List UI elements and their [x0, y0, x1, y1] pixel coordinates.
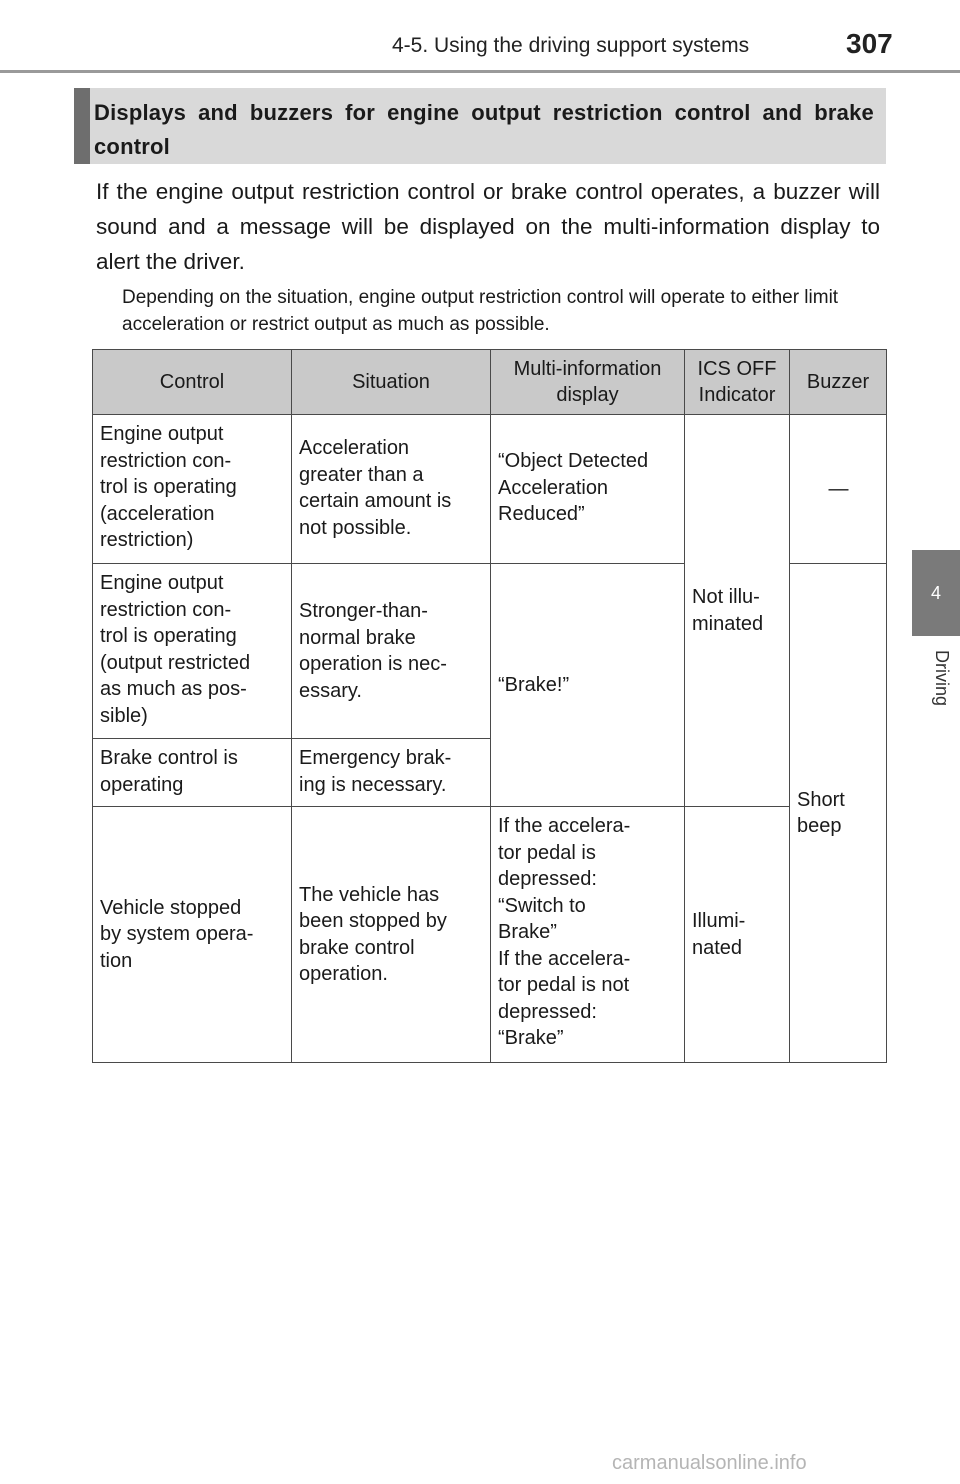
table-row — [93, 807, 887, 1063]
intro-paragraph: If the engine output restriction control or brake control operates, a buzzer will sound and a message will be displayed on the multi-information display to alert the driver. — [96, 179, 880, 274]
cell-control: Brake control is operating — [93, 739, 292, 807]
note-paragraph: Depending on the situation, engine output restriction control will operate to either limit acceleration or restrict output as much as possible. — [122, 287, 839, 335]
page-number: 307 — [846, 28, 893, 59]
cell-situation: Emergency brak- ing is necessary. — [292, 739, 491, 807]
header-situation: Situation — [292, 350, 491, 415]
cell-indicator: Not illu- minated — [685, 415, 790, 807]
header-divider — [0, 70, 960, 73]
cell-indicator: Illumi- nated — [685, 807, 790, 1063]
header-control: Control — [93, 350, 292, 415]
cell-situation: Stronger-than- normal brake operation is nec- essary. — [292, 564, 491, 739]
chapter-label: Driving — [932, 650, 952, 707]
header-buzzer: Buzzer — [790, 350, 887, 415]
header-display: Multi-information display — [491, 350, 685, 415]
watermark: carmanualsonline.info — [612, 1452, 807, 1474]
cell-buzzer: Short beep — [790, 564, 887, 1063]
section-title: Displays and buzzers for engine output restriction control and brake control — [94, 100, 874, 159]
cell-display: “Object Detected Acceleration Reduced” — [491, 415, 685, 564]
running-header: 4-5. Using the driving support systems — [392, 34, 750, 57]
table-row — [93, 415, 887, 564]
cell-situation: The vehicle has been stopped by brake control operation. — [292, 807, 491, 1063]
section-heading — [74, 88, 886, 164]
cell-buzzer: — — [790, 415, 887, 564]
cell-control: Vehicle stopped by system opera- tion — [93, 807, 292, 1063]
cell-control: Engine output restriction con- trol is operating (output restricted as much as pos- sible) — [93, 564, 292, 739]
cell-control: Engine output restriction con- trol is operating (acceleration restriction) — [93, 415, 292, 564]
cell-display: If the accelera- tor pedal is depressed: “Switch to Brake” If the accelera- tor pedal is not depressed: “Brake” — [491, 807, 685, 1063]
table-header-row — [93, 350, 887, 415]
cell-display: “Brake!” — [491, 564, 685, 807]
header-indicator: ICS OFF Indicator — [685, 350, 790, 415]
cell-situation: Acceleration greater than a certain amount is not possible. — [292, 415, 491, 564]
display-buzzer-table — [92, 349, 887, 1063]
chapter-tab: 4 — [912, 550, 960, 636]
